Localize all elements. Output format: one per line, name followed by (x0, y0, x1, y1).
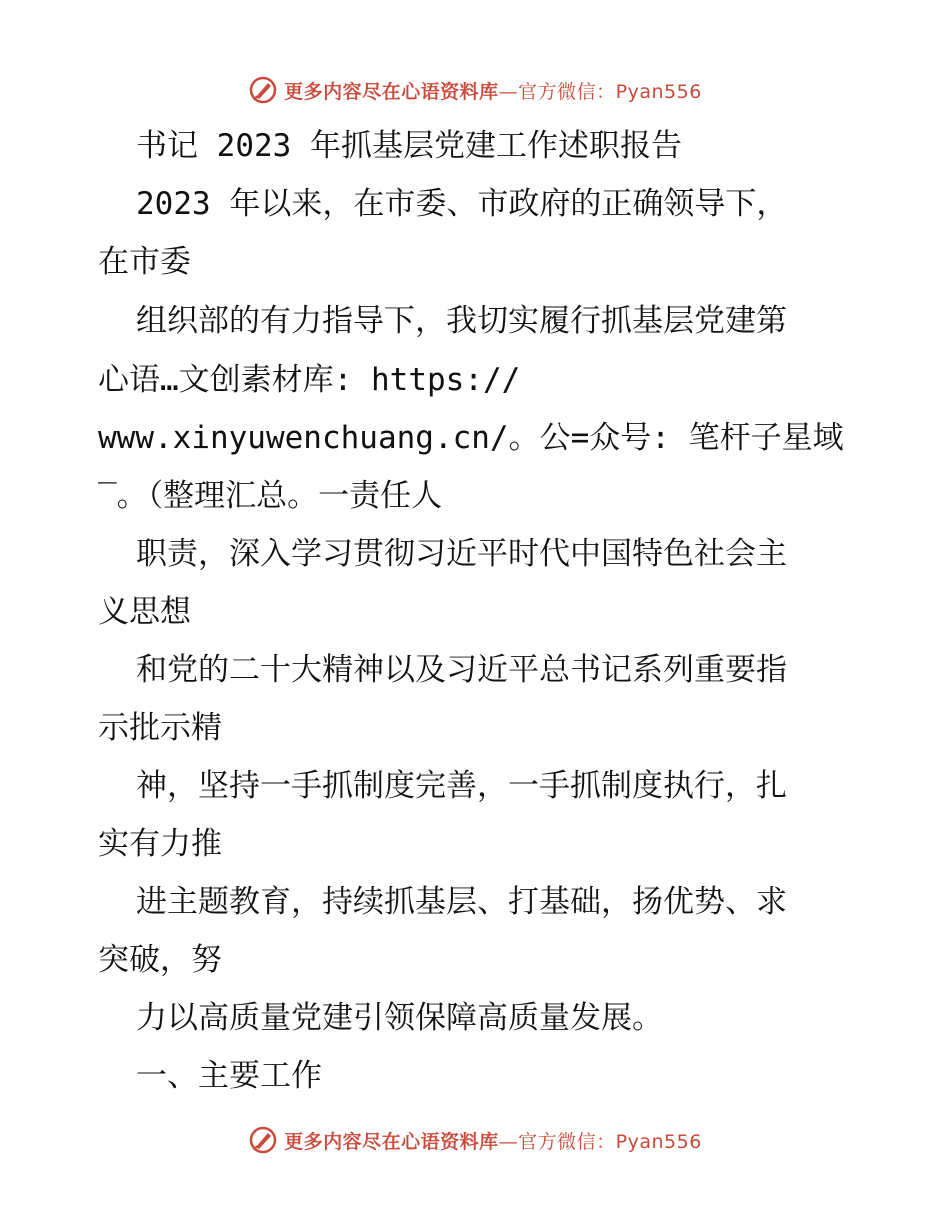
banner-text (284, 77, 702, 104)
text-line: www.xinyuwenchuang.cn/。公=众号: 笔杆子星域 (98, 420, 844, 456)
text-line: ‾。（整理汇总。一责任人 (98, 478, 443, 514)
contact-text: 官方微信：Pyan556 (518, 80, 702, 103)
text-line: 神，坚持一手抓制度完善，一手抓制度执行，扎 (136, 768, 787, 804)
banner-separator: — (498, 80, 519, 103)
header-watermark-banner (0, 70, 950, 110)
text-line: 力以高质量党建引领保障高质量发展。 (136, 1000, 663, 1036)
section-heading: 一、主要工作 (136, 1058, 322, 1094)
banner-text (284, 1127, 702, 1154)
text-line: 职责，深入学习贯彻习近平时代中国特色社会主 (136, 536, 787, 572)
text-line: 示批示精 (98, 710, 222, 746)
text-line: 在市委 (98, 244, 191, 280)
text-line: 组织部的有力指导下，我切实履行抓基层党建第 (136, 303, 787, 339)
quill-pen-logo-icon (248, 75, 278, 105)
text-line: 突破，努 (98, 942, 222, 978)
text-line: 心语…文创素材库: https:// (98, 362, 521, 398)
text-line: 实有力推 (98, 826, 222, 862)
banner-separator: — (498, 1130, 519, 1153)
brand-text: 更多内容尽在心语资料库 (284, 80, 499, 103)
footer-watermark-banner (0, 1120, 950, 1160)
document-title: 书记 2023 年抓基层党建工作述职报告 (136, 128, 682, 164)
brand-text: 更多内容尽在心语资料库 (284, 1130, 499, 1153)
text-line: 义思想 (98, 594, 191, 630)
text-line: 进主题教育，持续抓基层、打基础，扬优势、求 (136, 884, 787, 920)
text-line: 2023 年以来，在市委、市政府的正确领导下， (136, 186, 788, 222)
contact-text: 官方微信：Pyan556 (518, 1130, 702, 1153)
quill-pen-logo-icon (248, 1125, 278, 1155)
text-line: 和党的二十大精神以及习近平总书记系列重要指 (136, 652, 787, 688)
